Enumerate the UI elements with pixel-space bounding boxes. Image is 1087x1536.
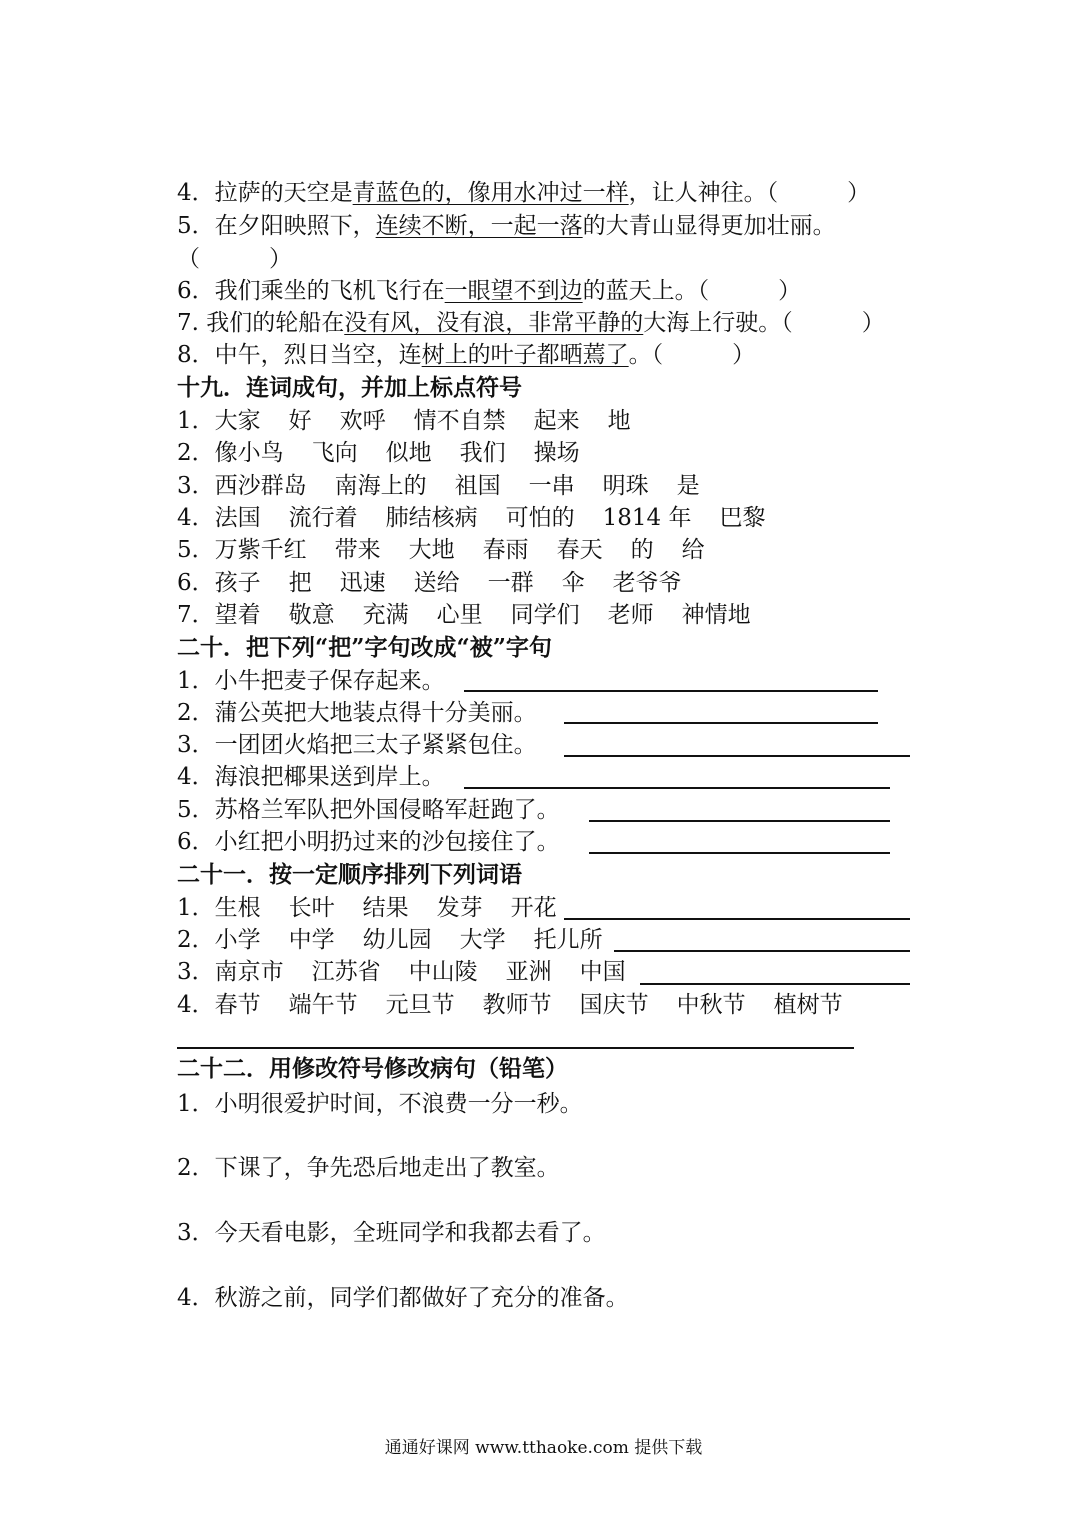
s18-item-6: 6．我们乘坐的飞机飞行在一眼望不到边的蓝天上。（ ）	[177, 278, 802, 304]
answer-blank[interactable]	[177, 1047, 854, 1049]
s19-row-5: 5．万紫千红 带来 大地 春雨 春天 的 给	[177, 537, 705, 563]
s19-row-1: 1．大家 好 欢呼 情不自禁 起来 地	[177, 408, 631, 434]
s20-row-4: 4．海浪把椰果送到岸上。	[177, 764, 445, 790]
s20-row-2: 2．蒲公英把大地装点得十分美丽。	[177, 700, 537, 726]
s18-item-5: 5．在夕阳映照下，连续不断，一起一落的大青山显得更加壮丽。	[177, 213, 836, 239]
answer-blank[interactable]	[589, 852, 890, 854]
s18-item-7: 7. 我们的轮船在没有风，没有浪，非常平静的大海上行驶。（ ）	[177, 310, 885, 336]
page-footer: 通通好课网 www.tthaoke.com 提供下载	[384, 1438, 703, 1458]
s20-row-5: 5．苏格兰军队把外国侵略军赶跑了。	[177, 797, 560, 823]
section-22-title: 二十二．用修改符号修改病句（铅笔）	[177, 1055, 568, 1082]
underlined-phrase: 没有风，没有浪，非常平静的	[344, 310, 644, 336]
s22-row-2: 2．下课了，争先恐后地走出了教室。	[177, 1155, 560, 1181]
answer-blank[interactable]	[640, 983, 910, 985]
s20-row-1: 1．小牛把麦子保存起来。	[177, 668, 445, 694]
answer-blank[interactable]	[564, 918, 910, 920]
s19-row-3: 3．西沙群岛 南海上的 祖国 一串 明珠 是	[177, 473, 700, 499]
s21-row-2: 2．小学 中学 幼儿园 大学 托儿所	[177, 927, 603, 953]
answer-blank[interactable]	[614, 950, 910, 952]
underlined-phrase: 树上的叶子都晒蔫了	[421, 342, 629, 368]
s19-row-4: 4．法国 流行着 肺结核病 可怕的 1814 年 巴黎	[177, 505, 766, 531]
s20-row-6: 6．小红把小明扔过来的沙包接住了。	[177, 829, 560, 855]
answer-blank[interactable]	[564, 755, 910, 757]
s22-row-3: 3．今天看电影，全班同学和我都去看了。	[177, 1220, 606, 1246]
section-21-title: 二十一．按一定顺序排列下列词语	[177, 861, 522, 888]
s21-row-3: 3．南京市 江苏省 中山陵 亚洲 中国	[177, 959, 626, 985]
answer-blank[interactable]	[589, 820, 890, 822]
underlined-phrase: 一眼望不到边	[444, 278, 583, 304]
underlined-phrase: 青蓝色的，像用水冲过一样	[352, 180, 629, 206]
s22-row-4: 4．秋游之前，同学们都做好了充分的准备。	[177, 1285, 629, 1311]
s18-item-8: 8．中午，烈日当空，连树上的叶子都晒蔫了。（ ）	[177, 342, 756, 368]
s18-item-4: 4．拉萨的天空是青蓝色的，像用水冲过一样，让人神往。（ ）	[177, 180, 871, 206]
answer-blank[interactable]	[464, 787, 890, 789]
s20-row-3: 3．一团团火焰把三太子紧紧包住。	[177, 732, 537, 758]
s19-row-6: 6．孩子 把 迅速 送给 一群 伞 老爷爷	[177, 570, 682, 596]
section-19-title: 十九．连词成句，并加上标点符号	[177, 374, 522, 401]
s18-item-5-answer: （ ）	[177, 246, 292, 272]
s22-row-1: 1．小明很爱护时间，不浪费一分一秒。	[177, 1091, 583, 1117]
s19-row-2: 2．像小鸟 飞向 似地 我们 操场	[177, 440, 580, 466]
underlined-phrase: 连续不断，一起一落	[375, 213, 583, 239]
s21-row-4: 4．春节 端午节 元旦节 教师节 国庆节 中秋节 植树节	[177, 992, 843, 1018]
answer-blank[interactable]	[464, 690, 878, 692]
section-20-title: 二十．把下列“把”字句改成“被”字句	[177, 634, 552, 661]
answer-blank[interactable]	[564, 722, 878, 724]
s21-row-1: 1．生根 长叶 结果 发芽 开花	[177, 895, 557, 921]
s19-row-7: 7．望着 敬意 充满 心里 同学们 老师 神情地	[177, 602, 751, 628]
